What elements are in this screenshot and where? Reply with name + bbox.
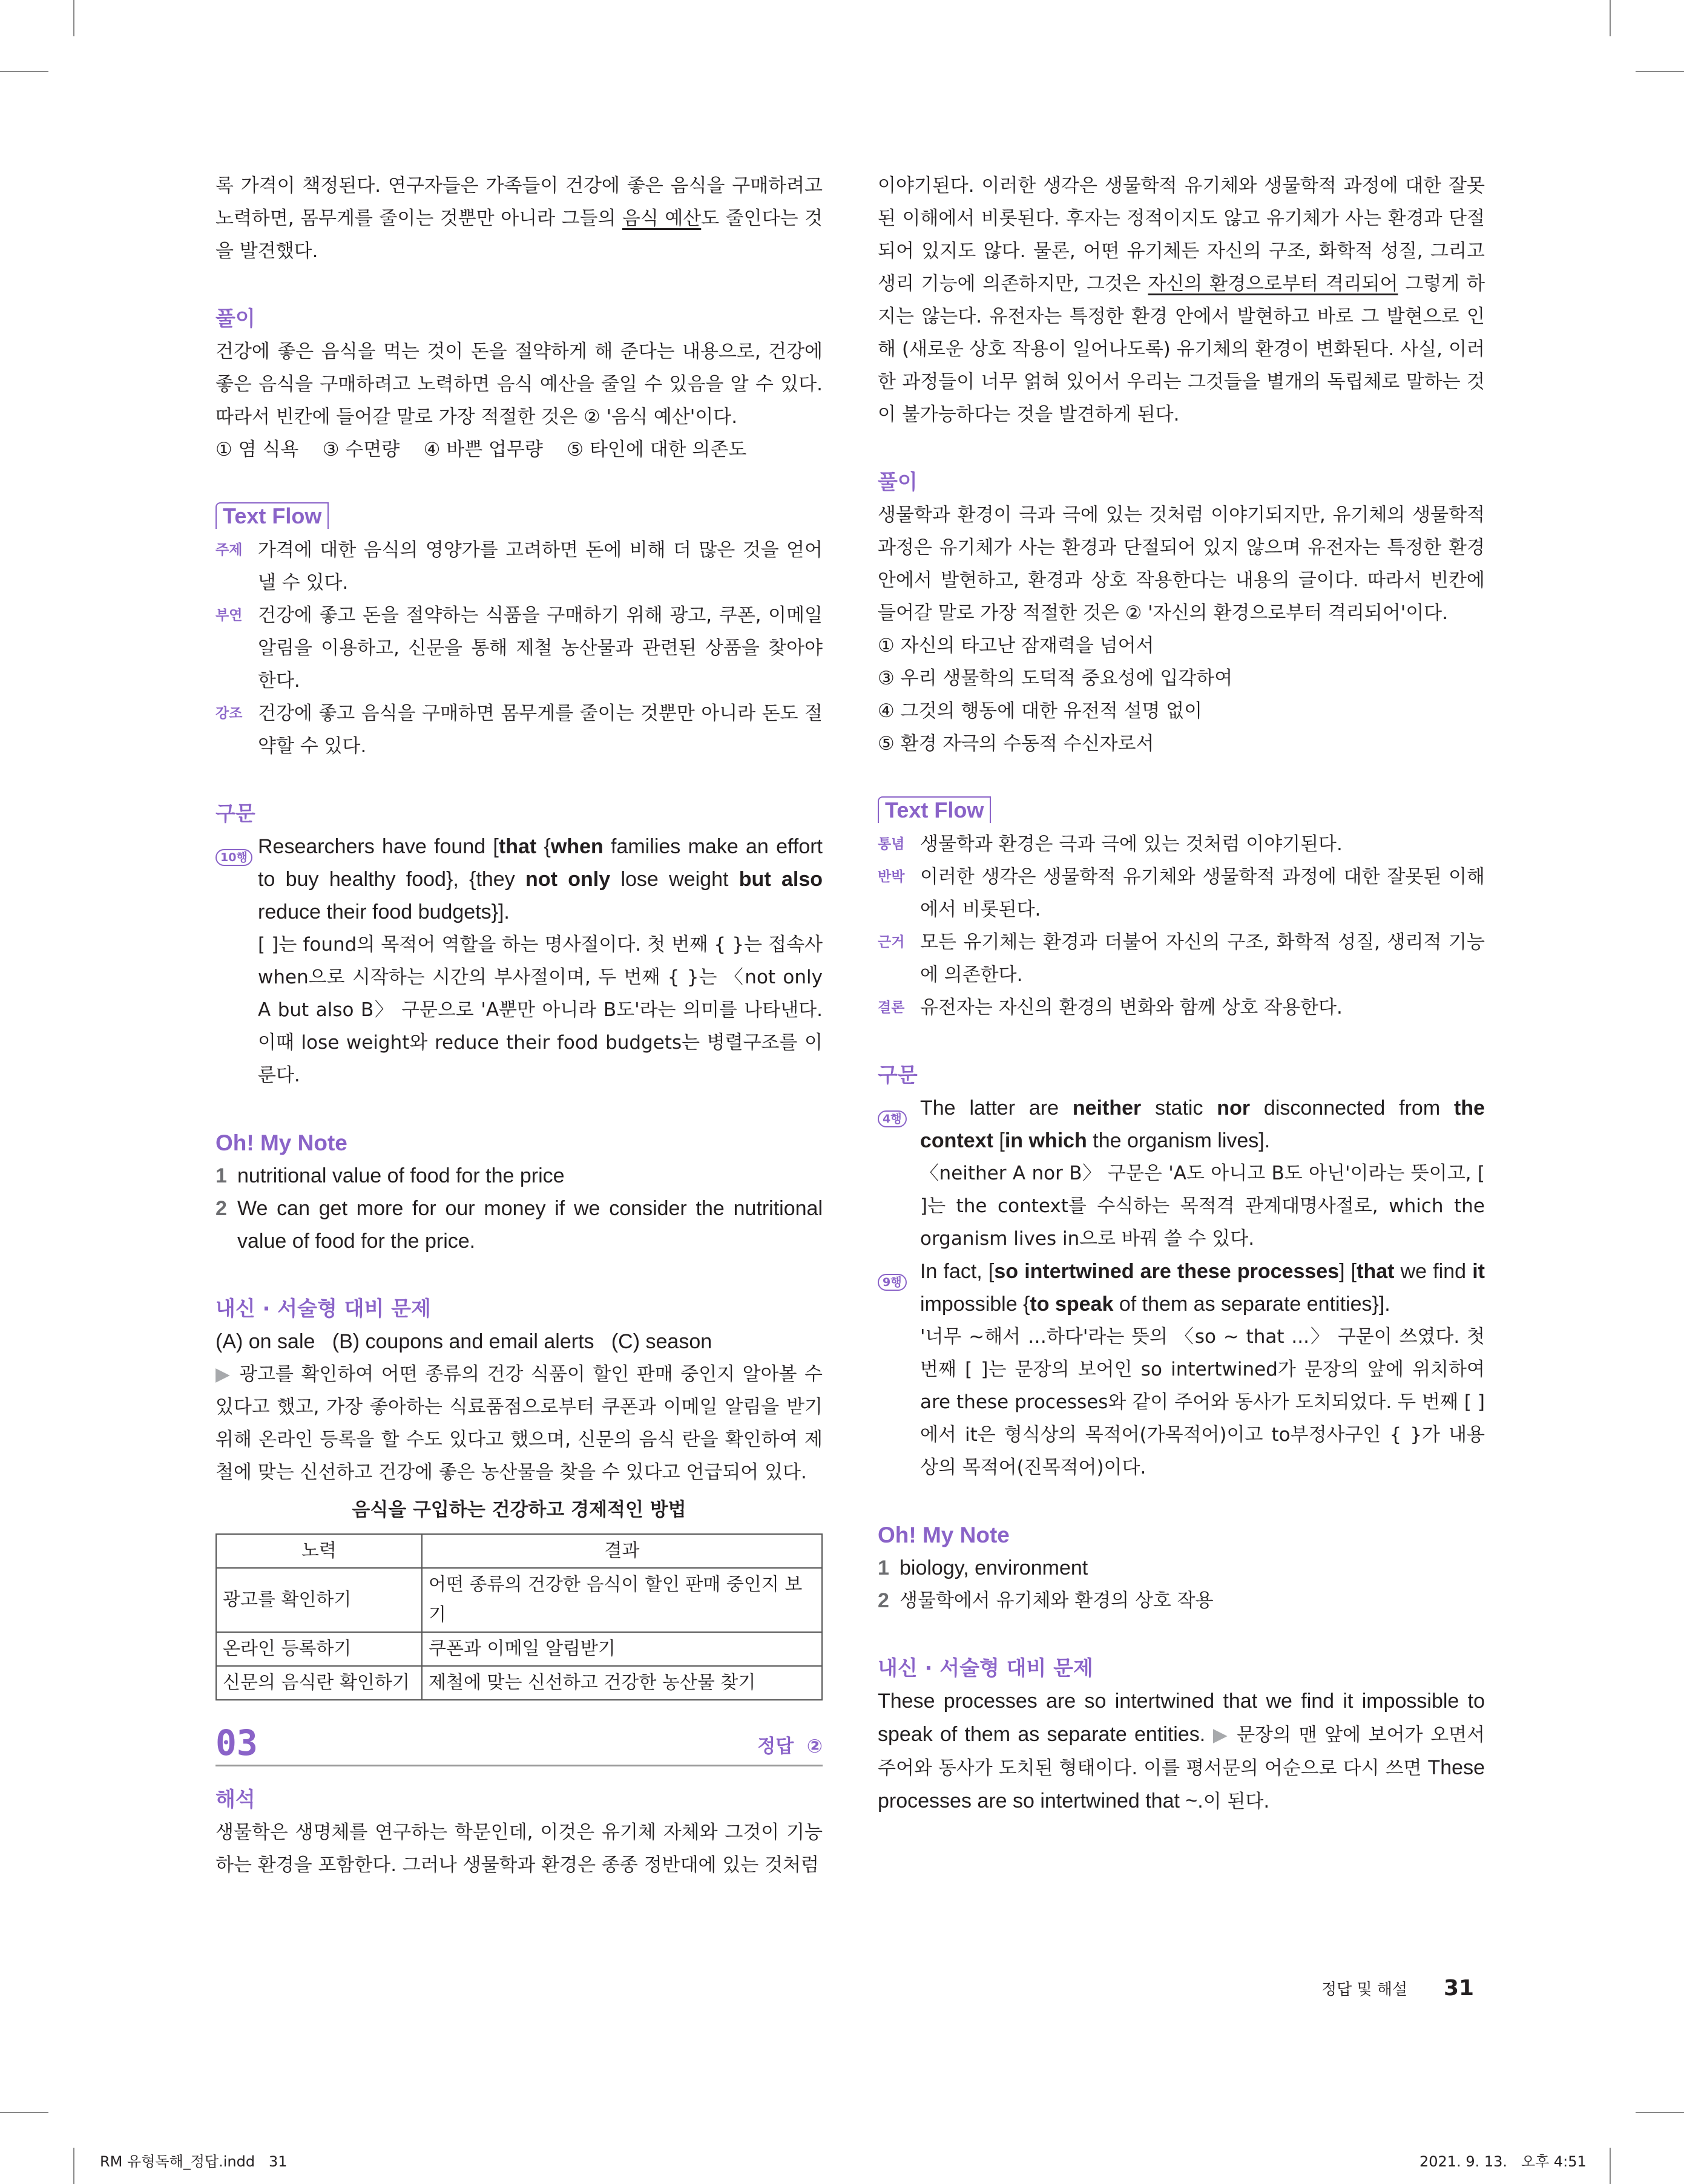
blank-answer-underline: 자신의 환경으로부터 격리되어 <box>1148 273 1398 295</box>
table-header-row: 노력 결과 <box>216 1534 822 1568</box>
grammar-sentence-text: The latter are neither static nor disconnected from the context [in which the organism lives]. <box>920 1097 1485 1152</box>
page-number: 31 <box>1444 1976 1475 2001</box>
text-flow-text: 모든 유기체는 환경과 더불어 자신의 구조, 화학적 성질, 생리적 기능에 의존한다. <box>920 931 1485 986</box>
note-title: Oh! My Note <box>215 1130 347 1155</box>
triangle-icon: ▶ <box>1212 1724 1237 1746</box>
note-item: 1 biology, environment <box>878 1556 1088 1579</box>
crop-mark <box>73 0 74 36</box>
gm-title: 구문 <box>878 1063 918 1087</box>
triangle-icon: ▶ <box>215 1363 240 1385</box>
blank-answer-underline: 음식 예산 <box>622 208 702 229</box>
line-badge: 10행 <box>215 849 252 866</box>
table-row: 신문의 음식란 확인하기 제철에 맞는 신선하고 건강한 농산물 찾기 <box>216 1666 822 1700</box>
passage-translation: 이야기된다. 이러한 생각은 생물학적 유기체와 생물학적 과정에 대한 잘못된 이해에서 비롯된다. 후자는 정적이지도 않고 유기체가 사는 환경과 단절되어 있지도 않다. 물론, 어떤 유기체든 자신의 구조, 화학적 성질, 그리고 생리 기능에 의존하지만, 그것은 자신의 환경으로부터 격리되어 그렇게 하지는 않는다. 유전자는 특정한 환경 안에서 발현하고 바로 그 발현으로 인해 (새로운 상호 작용이 일어나도록) 유기체의 환경이 변화된다. 사실, 이러한 과정들이 너무 얽혀 있어서 우리는 그것들을 별개의 독립체로 말하는 것이 불가능하다는 것을 발견하게 된다. <box>878 175 1485 425</box>
line-badge: 4행 <box>878 1110 907 1127</box>
naesin-answer: (A) on sale (B) coupons and email alerts (C) season <box>215 1330 712 1353</box>
pul-text: 건강에 좋은 음식을 먹는 것이 돈을 절약하게 해 준다는 내용으로, 건강에 좋은 음식을 구매하려고 노력하면 음식 예산을 줄일 수 있음을 알 수 있다. 따라서 빈칸에 들어갈 말로 가장 적절한 것은 ② '음식 예산'이다. <box>215 341 823 428</box>
text-flow-tag: 반박 <box>878 869 905 885</box>
text-flow-item <box>878 828 1485 861</box>
left-column <box>215 169 823 1881</box>
right-column <box>878 169 1485 1818</box>
grammar-sentence <box>215 830 823 928</box>
text-flow-tag: 결론 <box>878 1000 905 1015</box>
pul-text: 생물학과 환경이 극과 극에 있는 것처럼 이야기되지만, 유기체의 생물학적 과정은 유기체가 사는 환경과 단절되어 있지 않으며 유전자는 특정한 환경 안에서 발현하고, 환경과 상호 작용한다는 내용의 글이다. 따라서 빈칸에 들어갈 말로 가장 적절한 것은 ② '자신의 환경으로부터 격리되어'이다. <box>878 504 1485 624</box>
text-flow-text: 건강에 좋고 음식을 구매하면 몸무게를 줄이는 것뿐만 아니라 돈도 절약할 수 있다. <box>258 703 823 757</box>
text-flow-tag: 근거 <box>878 934 905 950</box>
note-title: Oh! My Note <box>878 1523 1010 1547</box>
naesin-title: 내신 · 서술형 대비 문제 <box>878 1656 1093 1681</box>
text-flow-text: 이러한 생각은 생물학적 유기체와 생물학적 과정에 대한 잘못된 이해에서 비롯된다. <box>920 866 1485 920</box>
pul-choices: ① 염 식욕 ③ 수면량 ④ 바쁜 업무량 ⑤ 타인에 대한 의존도 <box>215 439 747 461</box>
note-item: 1 nutritional value of food for the price <box>215 1164 565 1187</box>
text-flow-text: 건강에 좋고 돈을 절약하는 식품을 구매하기 위해 광고, 쿠폰, 이메일 알림을 이용하고, 신문을 통해 제철 농산물과 관련된 상품을 찾아야 한다. <box>258 605 823 692</box>
gm-title: 구문 <box>215 802 255 826</box>
footer-label: 정답 및 해설 <box>1321 1981 1408 1999</box>
text-flow-item <box>215 697 823 762</box>
table-row: 온라인 등록하기 쿠폰과 이메일 알림받기 <box>216 1632 822 1666</box>
crop-mark <box>73 2148 74 2184</box>
section-answer: 정답 ② <box>757 1736 823 1757</box>
text-flow-label: Text Flow <box>878 796 991 823</box>
text-flow-item <box>878 861 1485 926</box>
note-item: 2 생물학에서 유기체와 환경의 상호 작용 <box>878 1589 1214 1612</box>
text-flow-tag: 부연 <box>215 608 243 623</box>
text-flow-item <box>878 926 1485 991</box>
pul-choice: ③ 우리 생물학의 도덕적 중요성에 입각하여 <box>878 667 1233 689</box>
section-number: 03 <box>215 1722 258 1763</box>
text-flow-label: Text Flow <box>215 502 329 529</box>
pul-choice: ① 자신의 타고난 잠재력을 넘어서 <box>878 635 1154 657</box>
table-row: 광고를 확인하기 어떤 종류의 건강한 음식이 할인 판매 중인지 보기 <box>216 1568 822 1632</box>
methods-table <box>215 1533 823 1700</box>
text-flow-item <box>215 534 823 599</box>
text-flow-tag: 강조 <box>215 706 243 721</box>
grammar-explanation: [ ]는 found의 목적어 역할을 하는 명사절이다. 첫 번째 { }는 접속사 when으로 시작하는 시간의 부사절이며, 두 번째 { }는 〈not only A but also B〉 구문으로 'A뿐만 아니라 B도'라는 의미를 나타낸다. 이때 lose weight와 reduce their food budgets는 병렬구조를 이룬다. <box>258 934 823 1086</box>
line-badge: 9행 <box>878 1274 907 1291</box>
print-slug-date: 2021. 9. 13. 오후 4:51 <box>1419 2153 1587 2170</box>
hs-text: 생물학은 생명체를 연구하는 학문인데, 이것은 유기체 자체와 그것이 기능하는 환경을 포함한다. 그러나 생물학과 환경은 종종 정반대에 있는 것처럼 <box>215 1822 823 1876</box>
grammar-sentence <box>878 1092 1485 1157</box>
grammar-explanation: 〈neither A nor B〉 구문은 'A도 아니고 B도 아닌'이라는 뜻이고, [ ]는 the context를 수식하는 목적격 관계대명사절로, which the organism lives in으로 바꿔 쓸 수 있다. <box>920 1163 1485 1250</box>
crop-mark <box>1636 2112 1684 2113</box>
crop-mark <box>0 2112 48 2113</box>
text-flow-text: 가격에 대한 음식의 영양가를 고려하면 돈에 비해 더 많은 것을 얻어낼 수 있다. <box>258 539 823 594</box>
pul-choice: ④ 그것의 행동에 대한 유전적 설명 없이 <box>878 700 1203 722</box>
text-flow-text: 유전자는 자신의 환경의 변화와 함께 상호 작용한다. <box>920 997 1343 1018</box>
grammar-explanation: '너무 ~해서 …하다'라는 뜻의 〈so ~ that ...〉 구문이 쓰였다. 첫 번째 [ ]는 문장의 보어인 so intertwined가 문장의 앞에 위치하여 are these processes와 같이 주어와 동사가 도치되었다. 두 번째 [ ]에서 it은 형식상의 목적어(가목적어)이고 to부정사구인 { }가 내용상의 목적어(진목적어)이다. <box>920 1326 1485 1478</box>
hs-title: 해석 <box>215 1788 255 1812</box>
pul-choice: ⑤ 환경 자극의 수동적 수신자로서 <box>878 733 1154 755</box>
print-slug-file: RM 유형독해_정답.indd 31 <box>100 2153 288 2170</box>
naesin-answer: These processes are so intertwined that we find it impossible to speak of them as separate entities. ▶ 문장의 맨 앞에 보어가 오면서 주어와 동사가 도치된 형태이다. 이를 평서문의 어순으로 다시 쓰면 These processes are so intertwined that ~.이 된다. <box>878 1690 1485 1812</box>
grammar-sentence-text: Researchers have found [that {when families make an effort to buy healthy food}, {they not only lose weight but also reduce their food budgets}]. <box>258 835 823 923</box>
text-flow-tag: 주제 <box>215 542 243 558</box>
naesin-title: 내신 · 서술형 대비 문제 <box>215 1297 431 1321</box>
pul-title: 풀이 <box>878 470 918 494</box>
passage-translation-end: 록 가격이 책정된다. 연구자들은 가족들이 건강에 좋은 음식을 구매하려고 노력하면, 몸무게를 줄이는 것뿐만 아니라 그들의 음식 예산도 줄인다는 것을 발견했다. <box>215 175 823 262</box>
crop-mark <box>1636 71 1684 72</box>
table-caption: 음식을 구입하는 건강하고 경제적인 방법 <box>352 1499 686 1521</box>
text-flow-item <box>878 991 1485 1024</box>
grammar-sentence <box>878 1255 1485 1320</box>
text-flow-tag: 통념 <box>878 836 905 852</box>
pul-title: 풀이 <box>215 307 255 331</box>
note-item: 2 We can get more for our money if we consider the nutritional value of food for the price. <box>215 1197 823 1253</box>
crop-mark <box>1610 2148 1611 2184</box>
crop-mark <box>1610 0 1611 36</box>
text-flow-item <box>215 599 823 697</box>
section-header <box>215 1721 823 1766</box>
grammar-sentence-text: In fact, [so intertwined are these processes] [that we find it impossible {to speak of them as separate entities}]. <box>920 1260 1485 1316</box>
naesin-explanation: ▶ 광고를 확인하여 어떤 종류의 건강 식품이 할인 판매 중인지 알아볼 수 있다고 했고, 가장 좋아하는 식료품점으로부터 쿠폰과 이메일 알림을 받기 위해 온라인 등록을 할 수도 있다고 했으며, 신문의 음식 란을 확인하여 제철에 맞는 신선하고 건강에 좋은 농산물을 찾을 수 있다고 언급되어 있다. <box>215 1363 823 1483</box>
text-flow-text: 생물학과 환경은 극과 극에 있는 것처럼 이야기된다. <box>920 833 1343 855</box>
crop-mark <box>0 71 48 72</box>
